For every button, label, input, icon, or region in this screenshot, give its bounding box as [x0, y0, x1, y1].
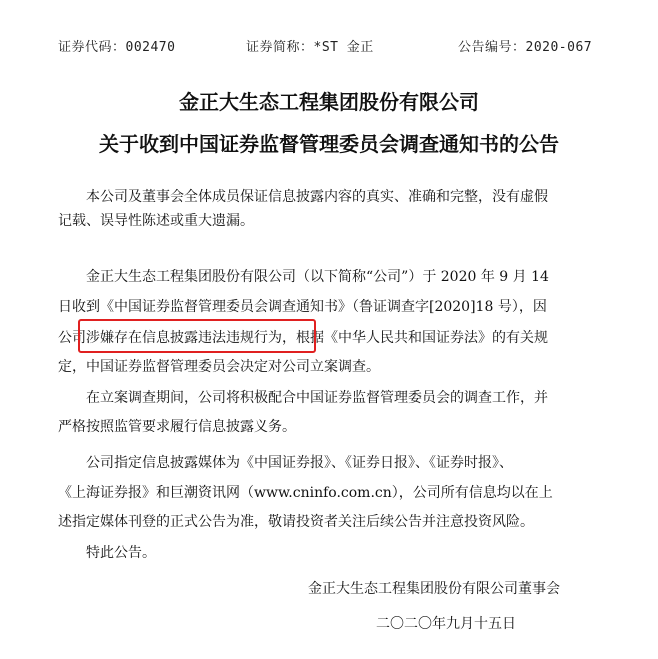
announcement-title: 关于收到中国证券监督管理委员会调查通知书的公告 — [99, 132, 559, 156]
paragraph-line: 金正大生态工程集团股份有限公司（以下简称“公司”）于 2020 年 9 月 14 — [86, 269, 549, 285]
closing-line: 特此公告。 — [86, 545, 156, 561]
paragraph-line: 述指定媒体刊登的正式公告为准，敬请投资者关注后续公告并注意投资风险。 — [58, 514, 534, 530]
paragraph-line: 公司指定信息披露媒体为《中国证券报》、《证券日报》、《证券时报》、 — [86, 455, 513, 471]
disclaimer-line: 本公司及董事会全体成员保证信息披露内容的真实、准确和完整，没有虚假 — [86, 189, 548, 205]
paragraph-line: 日收到《中国证券监督管理委员会调查通知书》（鲁证调查字[2020]18 号），因 — [58, 299, 547, 315]
disclaimer-line: 记载、误导性陈述或重大遗漏。 — [58, 213, 254, 229]
stock-abbreviation: 证券简称：*ST 金正 — [246, 40, 374, 55]
signature-org: 金正大生态工程集团股份有限公司董事会 — [308, 581, 560, 597]
company-title: 金正大生态工程集团股份有限公司 — [179, 90, 479, 114]
highlight-box — [78, 319, 316, 353]
announcement-number: 公告编号：2020-067 — [458, 40, 593, 55]
paragraph-line: 定，中国证券监督管理委员会决定对公司立案调查。 — [58, 359, 380, 375]
paragraph-line: 《上海证券报》和巨潮资讯网（www.cninfo.com.cn），公司所有信息均以在上 — [58, 485, 553, 501]
paragraph-line: 公司涉嫌存在信息披露违法违规行为，根据《中华人民共和国证券法》的有关规 — [58, 330, 548, 346]
paragraph-line: 严格按照监管要求履行信息披露义务。 — [58, 419, 296, 435]
signature-date: 二〇二〇年九月十五日 — [376, 616, 516, 632]
stock-code: 证券代码：002470 — [58, 40, 176, 55]
paragraph-line: 在立案调查期间，公司将积极配合中国证券监督管理委员会的调查工作，并 — [86, 390, 548, 406]
